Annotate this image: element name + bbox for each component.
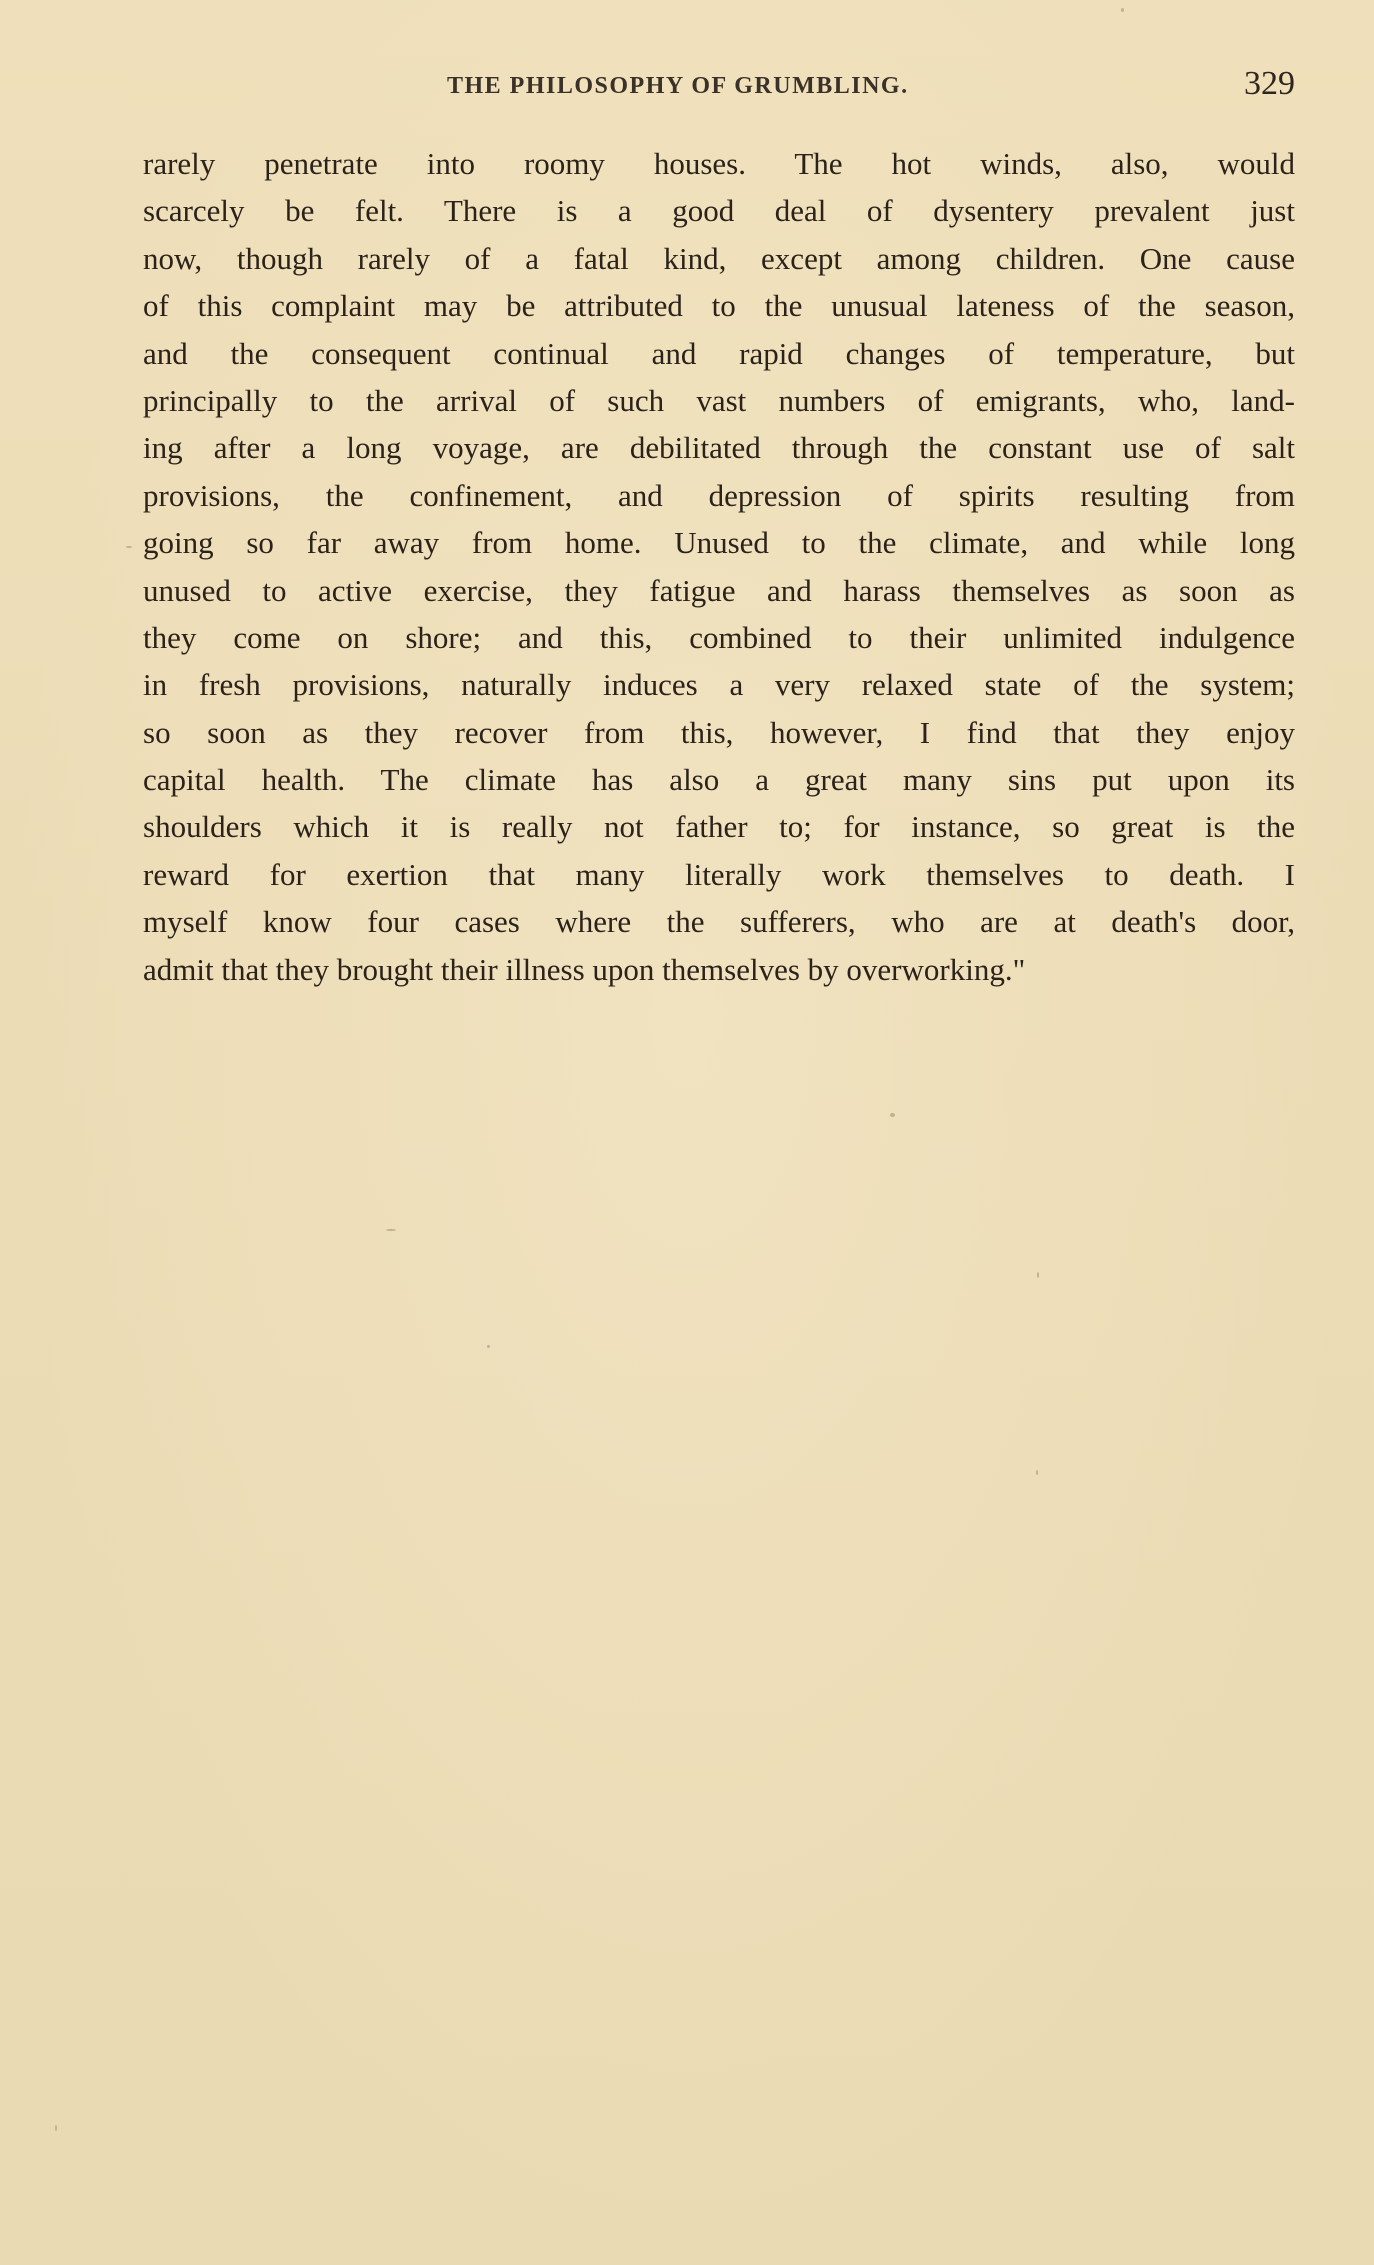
text-line: myself know four cases where the sufferers, who are at death's door, [143,904,1295,940]
text-line: unused to active exercise, they fatigue and harass themselves as soon as [143,572,1295,608]
paper-speck [126,546,132,548]
text-line: going so far away from home. Unused to the climate, and while long [143,525,1295,561]
text-line: rarely penetrate into roomy houses. The hot winds, also, would [143,146,1295,181]
running-head-title: THE PHILOSOPHY OF GRUMBLING. [447,73,909,99]
text-line: reward for exertion that many literally work themselves to death. I [143,856,1295,892]
paper-speck [487,1345,490,1348]
text-line: of this complaint may be attributed to the unusual lateness of the season, [143,288,1295,324]
page-number: 329 [1244,65,1295,102]
text-line: admit that they brought their illness upon themselves by overworking." [143,951,1026,987]
text-line: provisions, the confinement, and depression of spirits resulting from [143,477,1295,513]
text-line: and the consequent continual and rapid changes of temperature, but [143,335,1295,371]
body-paragraph [143,140,1295,993]
paper-speck [890,1113,895,1117]
paper-speck [1037,1272,1039,1278]
text-line: so soon as they recover from this, however, I find that they enjoy [143,714,1295,750]
paper-speck [1121,8,1124,12]
paper-speck [55,2125,57,2131]
paper-speck [1036,1470,1038,1475]
text-line: ing after a long voyage, are debilitated through the constant use of salt [143,430,1295,466]
text-line: capital health. The climate has also a great many sins put upon its [143,762,1295,798]
text-line: they come on shore; and this, combined to their unlimited indulgence [143,619,1295,655]
text-line: in fresh provisions, naturally induces a very relaxed state of the system; [143,667,1295,703]
text-line: principally to the arrival of such vast numbers of emigrants, who, land- [143,382,1295,418]
text-line: scarcely be felt. There is a good deal of dysentery prevalent just [143,193,1295,229]
text-line: now, though rarely of a fatal kind, except among children. One cause [143,240,1295,276]
paper-speck [386,1229,396,1231]
text-line: shoulders which it is really not father to; for instance, so great is the [143,809,1295,845]
